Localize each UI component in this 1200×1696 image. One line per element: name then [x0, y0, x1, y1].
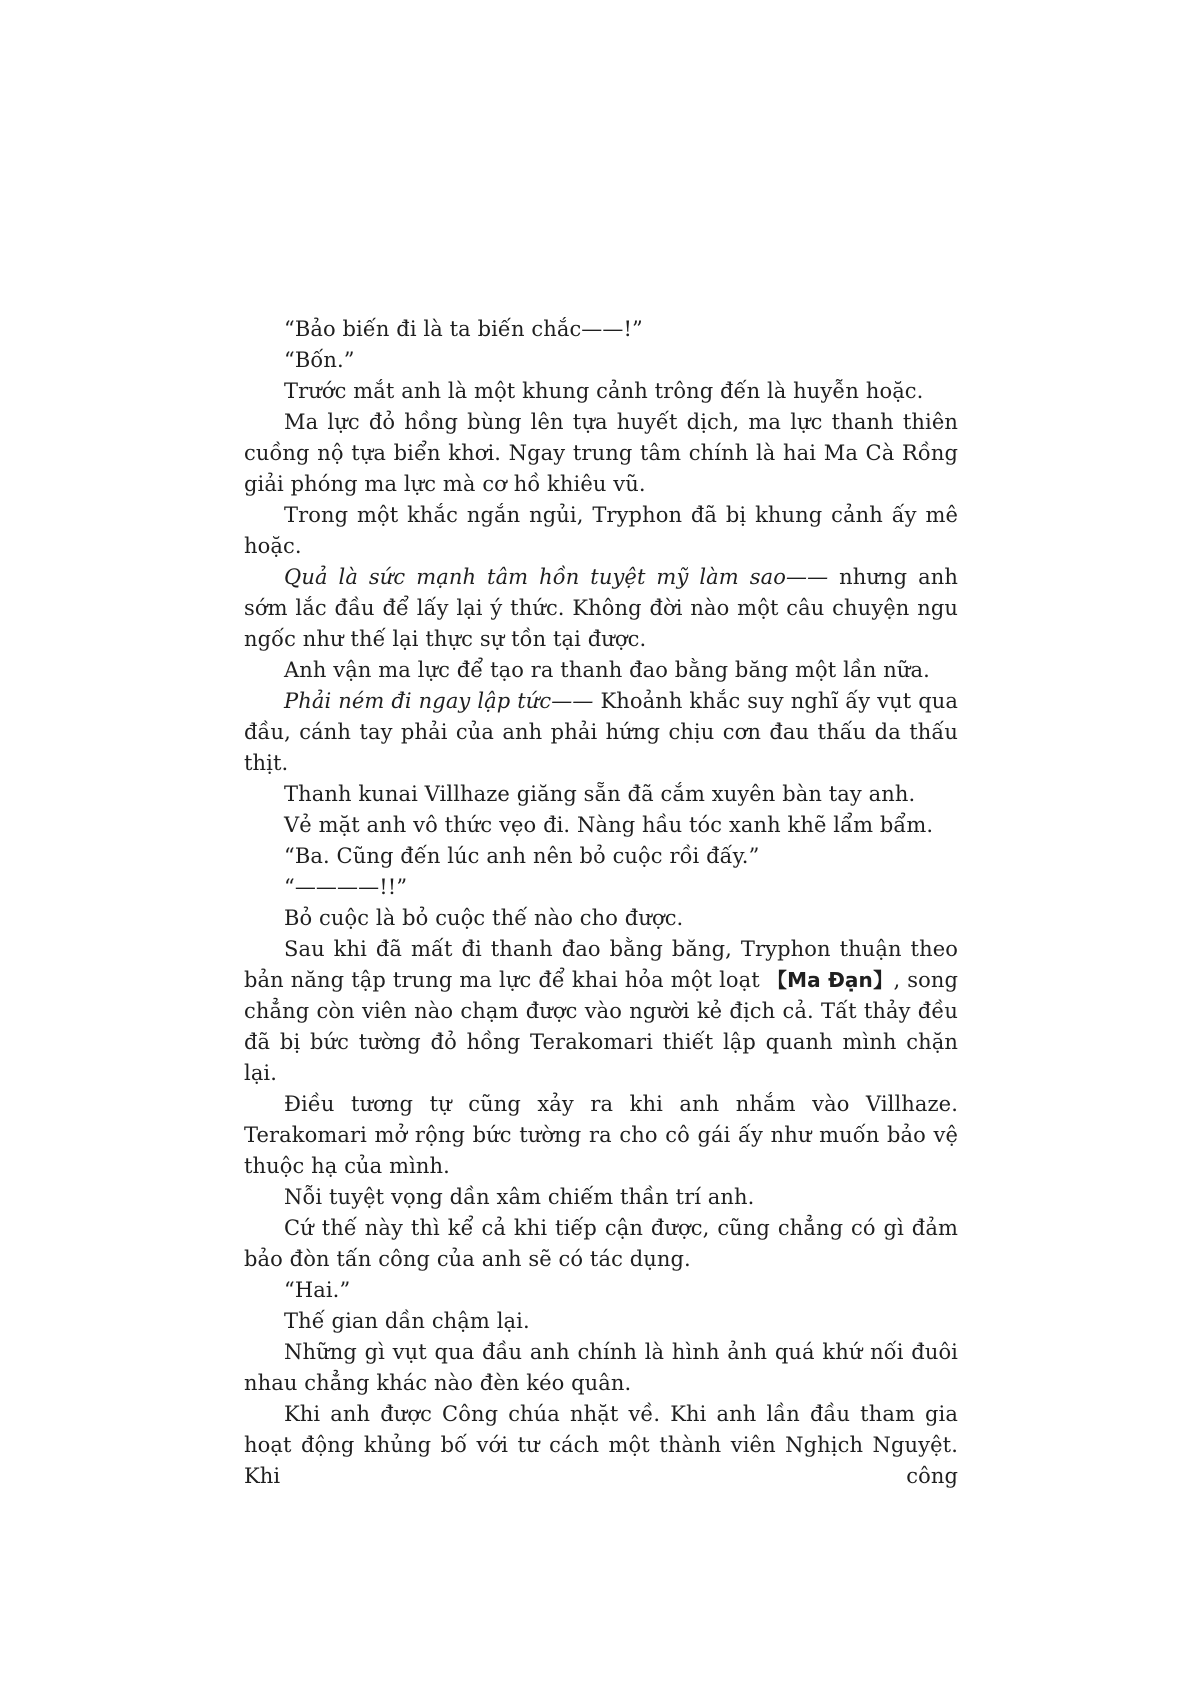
paragraph: Sau khi đã mất đi thanh đao bằng băng, Tryphon thuận theo bản năng tập trung ma lực để khai hỏa một loạt 【Ma Đạn】, song chẳng còn viên nào chạm được vào người kẻ địch cả. Tất thảy đều đã bị bức tường đỏ hồng Terakomari thiết lập quanh mình chặn lại. [244, 937, 959, 1085]
paragraph: “Hai.” [284, 1278, 351, 1302]
paragraph: Điều tương tự cũng xảy ra khi anh nhắm vào Villhaze. Terakomari mở rộng bức tường ra cho cô gái ấy như muốn bảo vệ thuộc hạ của mình. [244, 1092, 958, 1178]
paragraph: Những gì vụt qua đầu anh chính là hình ảnh quá khứ nối đuôi nhau chẳng khác nào đèn kéo quân. [244, 1340, 958, 1395]
paragraph: Trong một khắc ngắn ngủi, Tryphon đã bị khung cảnh ấy mê hoặc. [244, 503, 958, 558]
paragraph: Nỗi tuyệt vọng dần xâm chiếm thần trí anh. [284, 1185, 755, 1209]
italic-thought: Quả là sức mạnh tâm hồn tuyệt mỹ làm sao—— [284, 565, 829, 589]
skill-name: 【Ma Đạn】 [766, 968, 894, 992]
body-text [244, 314, 958, 1492]
paragraph: Thanh kunai Villhaze giăng sẵn đã cắm xuyên bàn tay anh. [284, 782, 916, 806]
paragraph: “————!!” [284, 875, 408, 899]
paragraph: Thế gian dần chậm lại. [284, 1309, 530, 1333]
paragraph: “Ba. Cũng đến lúc anh nên bỏ cuộc rồi đấy.” [284, 844, 760, 868]
paragraph: Quả là sức mạnh tâm hồn tuyệt mỹ làm sao—— nhưng anh sớm lắc đầu để lấy lại ý thức. Không đời nào một câu chuyện ngu ngốc như thế lại thực sự tồn tại được. [244, 565, 958, 651]
paragraph: Trước mắt anh là một khung cảnh trông đến là huyễn hoặc. [284, 379, 924, 403]
paragraph: “Bảo biến đi là ta biến chắc——!” [284, 317, 643, 341]
paragraph: Cứ thế này thì kể cả khi tiếp cận được, cũng chẳng có gì đảm bảo đòn tấn công của anh sẽ có tác dụng. [244, 1216, 958, 1271]
italic-thought: Phải ném đi ngay lập tức—— [284, 689, 594, 713]
paragraph: Bỏ cuộc là bỏ cuộc thế nào cho được. [284, 906, 684, 930]
paragraph: Phải ném đi ngay lập tức—— Khoảnh khắc suy nghĩ ấy vụt qua đầu, cánh tay phải của anh phải hứng chịu cơn đau thấu da thấu thịt. [244, 689, 958, 775]
paragraph: Vẻ mặt anh vô thức vẹo đi. Nàng hầu tóc xanh khẽ lẩm bẩm. [284, 813, 934, 837]
paragraph: Khi anh được Công chúa nhặt về. Khi anh lần đầu tham gia hoạt động khủng bố với tư cách một thành viên Nghịch Nguyệt. Khi công [244, 1402, 958, 1488]
paragraph: Ma lực đỏ hồng bùng lên tựa huyết dịch, ma lực thanh thiên cuồng nộ tựa biển khơi. Ngay trung tâm chính là hai Ma Cà Rồng giải phóng ma lực mà cơ hồ khiêu vũ. [244, 410, 958, 496]
paragraph: Anh vận ma lực để tạo ra thanh đao bằng băng một lần nữa. [284, 658, 930, 682]
paragraph: “Bốn.” [284, 348, 355, 372]
